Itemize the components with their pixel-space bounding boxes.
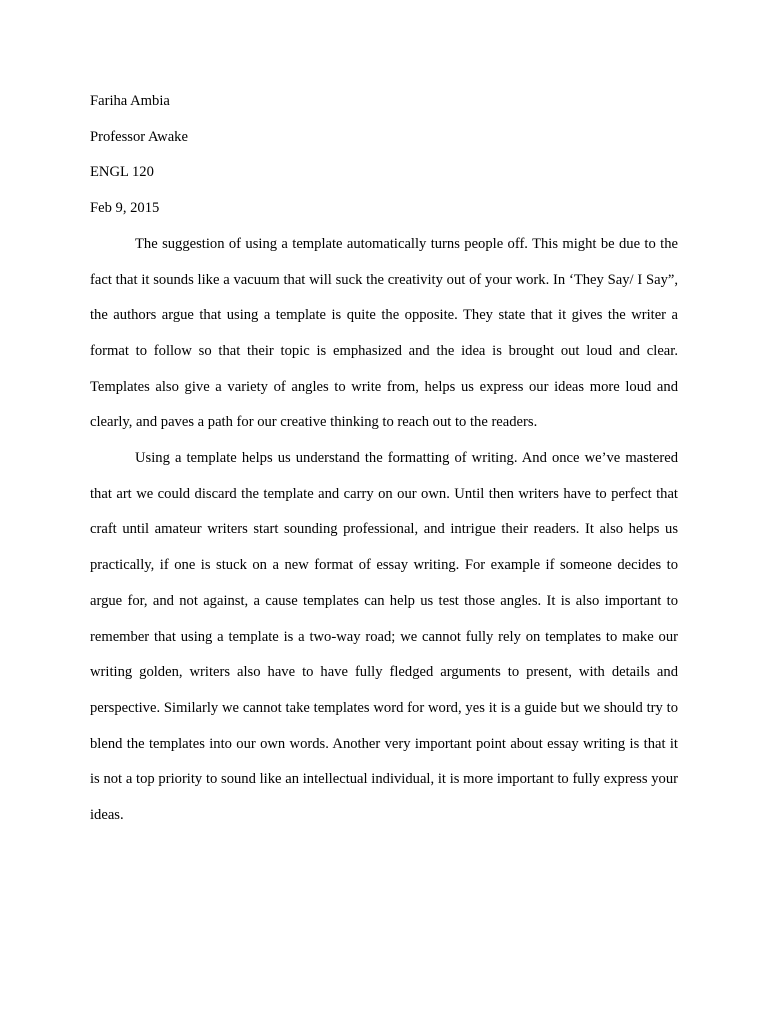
document-page: [90, 84, 678, 834]
student-name: Fariha Ambia: [90, 93, 170, 109]
document-date: Feb 9, 2015: [90, 200, 160, 217]
body-paragraph: The suggestion of using a template automatically turns people off. This might be due to the fact that it sounds like a vacuum that will suck the creativity out of your work. In ‘They Say/ I Say”, the authors argue that using a template is quite the opposite. They state that it gives the writer a format to follow so that their topic is emphasized and the idea is brought out loud and clear. Templates also give a variety of angles to write from, helps us express our ideas more loud and clearly, and paves a path for our creative thinking to reach out to the readers.: [90, 235, 678, 431]
essay-body: [90, 227, 678, 834]
professor-name: Professor Awake: [90, 128, 188, 145]
mla-heading: [90, 84, 678, 227]
body-paragraph: Using a template helps us understand the formatting of writing. And once we’ve mastered that art we could discard the template and carry on our own. Until then writers have to perfect that craft until amateur writers start sounding professional, and intrigue their readers. It also helps us practically, if one is stuck on a new format of essay writing. For example if someone decides to argue for, and not against, a cause templates can help us test those angles. It is also important to remember that using a template is a two-way road; we cannot fully rely on templates to make our writing golden, writers also have to have fully fledged arguments to present, with details and perspective. Similarly we cannot take templates word for word, yes it is a guide but we should try to blend the templates into our own words. Another very important point about essay writing is that it is not a top priority to sound like an intellectual individual, it is more important to fully express your ideas.: [90, 450, 678, 824]
course-name: ENGL 120: [90, 164, 154, 181]
